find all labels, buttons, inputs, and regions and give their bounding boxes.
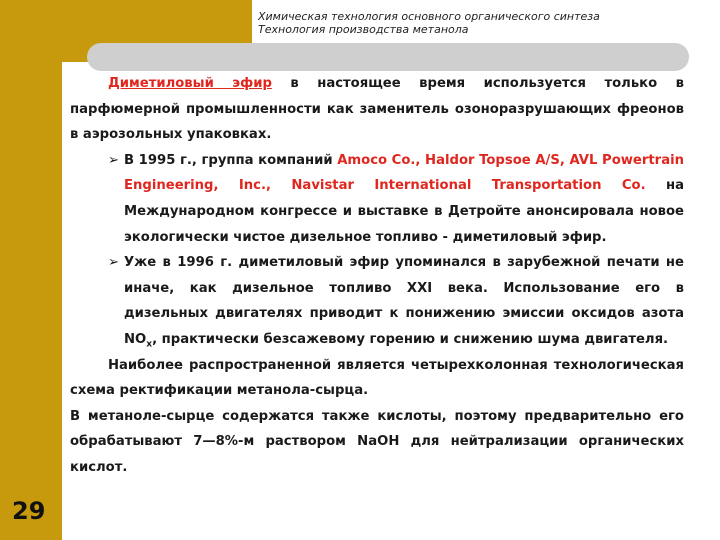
arrow-bullet-icon: ➢ (108, 152, 120, 168)
slide-header (258, 10, 600, 36)
paragraph-dme-use (70, 71, 684, 148)
bullet-1995-pre: В 1995 г., группа компаний (124, 152, 338, 168)
title-bar (87, 43, 689, 71)
term-dimethyl-ether: Диметиловый эфир (108, 76, 272, 91)
header-topic-title: Технология производства метанола (258, 23, 469, 36)
slide-content (70, 71, 684, 481)
paragraph-rectification: Наиболее распространенной является четырехколонная технологическая схема ректификации метанола-сырца. (70, 357, 684, 399)
bullet-1996 (70, 250, 684, 352)
gold-left-band (0, 0, 62, 540)
nox-subscript: x (146, 339, 153, 350)
arrow-bullet-icon: ➢ (108, 255, 120, 271)
bullet-1996-post: , практически безсажевому горению и снижению шума двигателя. (152, 331, 669, 347)
bullet-1995 (70, 148, 684, 250)
bullet-1995-post: на Международном конгрессе и выставке в Детройте анонсировала новое экологически чистое дизельное топливо - диметиловый эфир. (124, 178, 684, 245)
paragraph-acids: В метаноле-сырце содержатся также кислоты, поэтому предварительно его обрабатывают 7—8%-м раствором NaOH для нейтрализации органических кислот. (70, 408, 684, 475)
header-course-title: Химическая технология основного органического синтеза (258, 10, 600, 23)
page-number: 29 (12, 497, 46, 525)
company-names: Amoco Co., Haldor Topsoe A/S, AVL Powertrain Engineering, Inc., Navistar International Transportation Co. (124, 152, 684, 194)
paragraph-dme-use-text: в настоящее время используется только в парфюмерной промышленности как заменитель озоноразрушающих фреонов в аэрозольных упаковках. (70, 76, 684, 143)
bullet-1996-pre: Уже в 1996 г. диметиловый эфир упоминался в зарубежной печати не иначе, как дизельное топливо XXI века. Использование его в дизельных двигателях приводит к понижению эмиссии оксидов азота NO (124, 255, 684, 347)
